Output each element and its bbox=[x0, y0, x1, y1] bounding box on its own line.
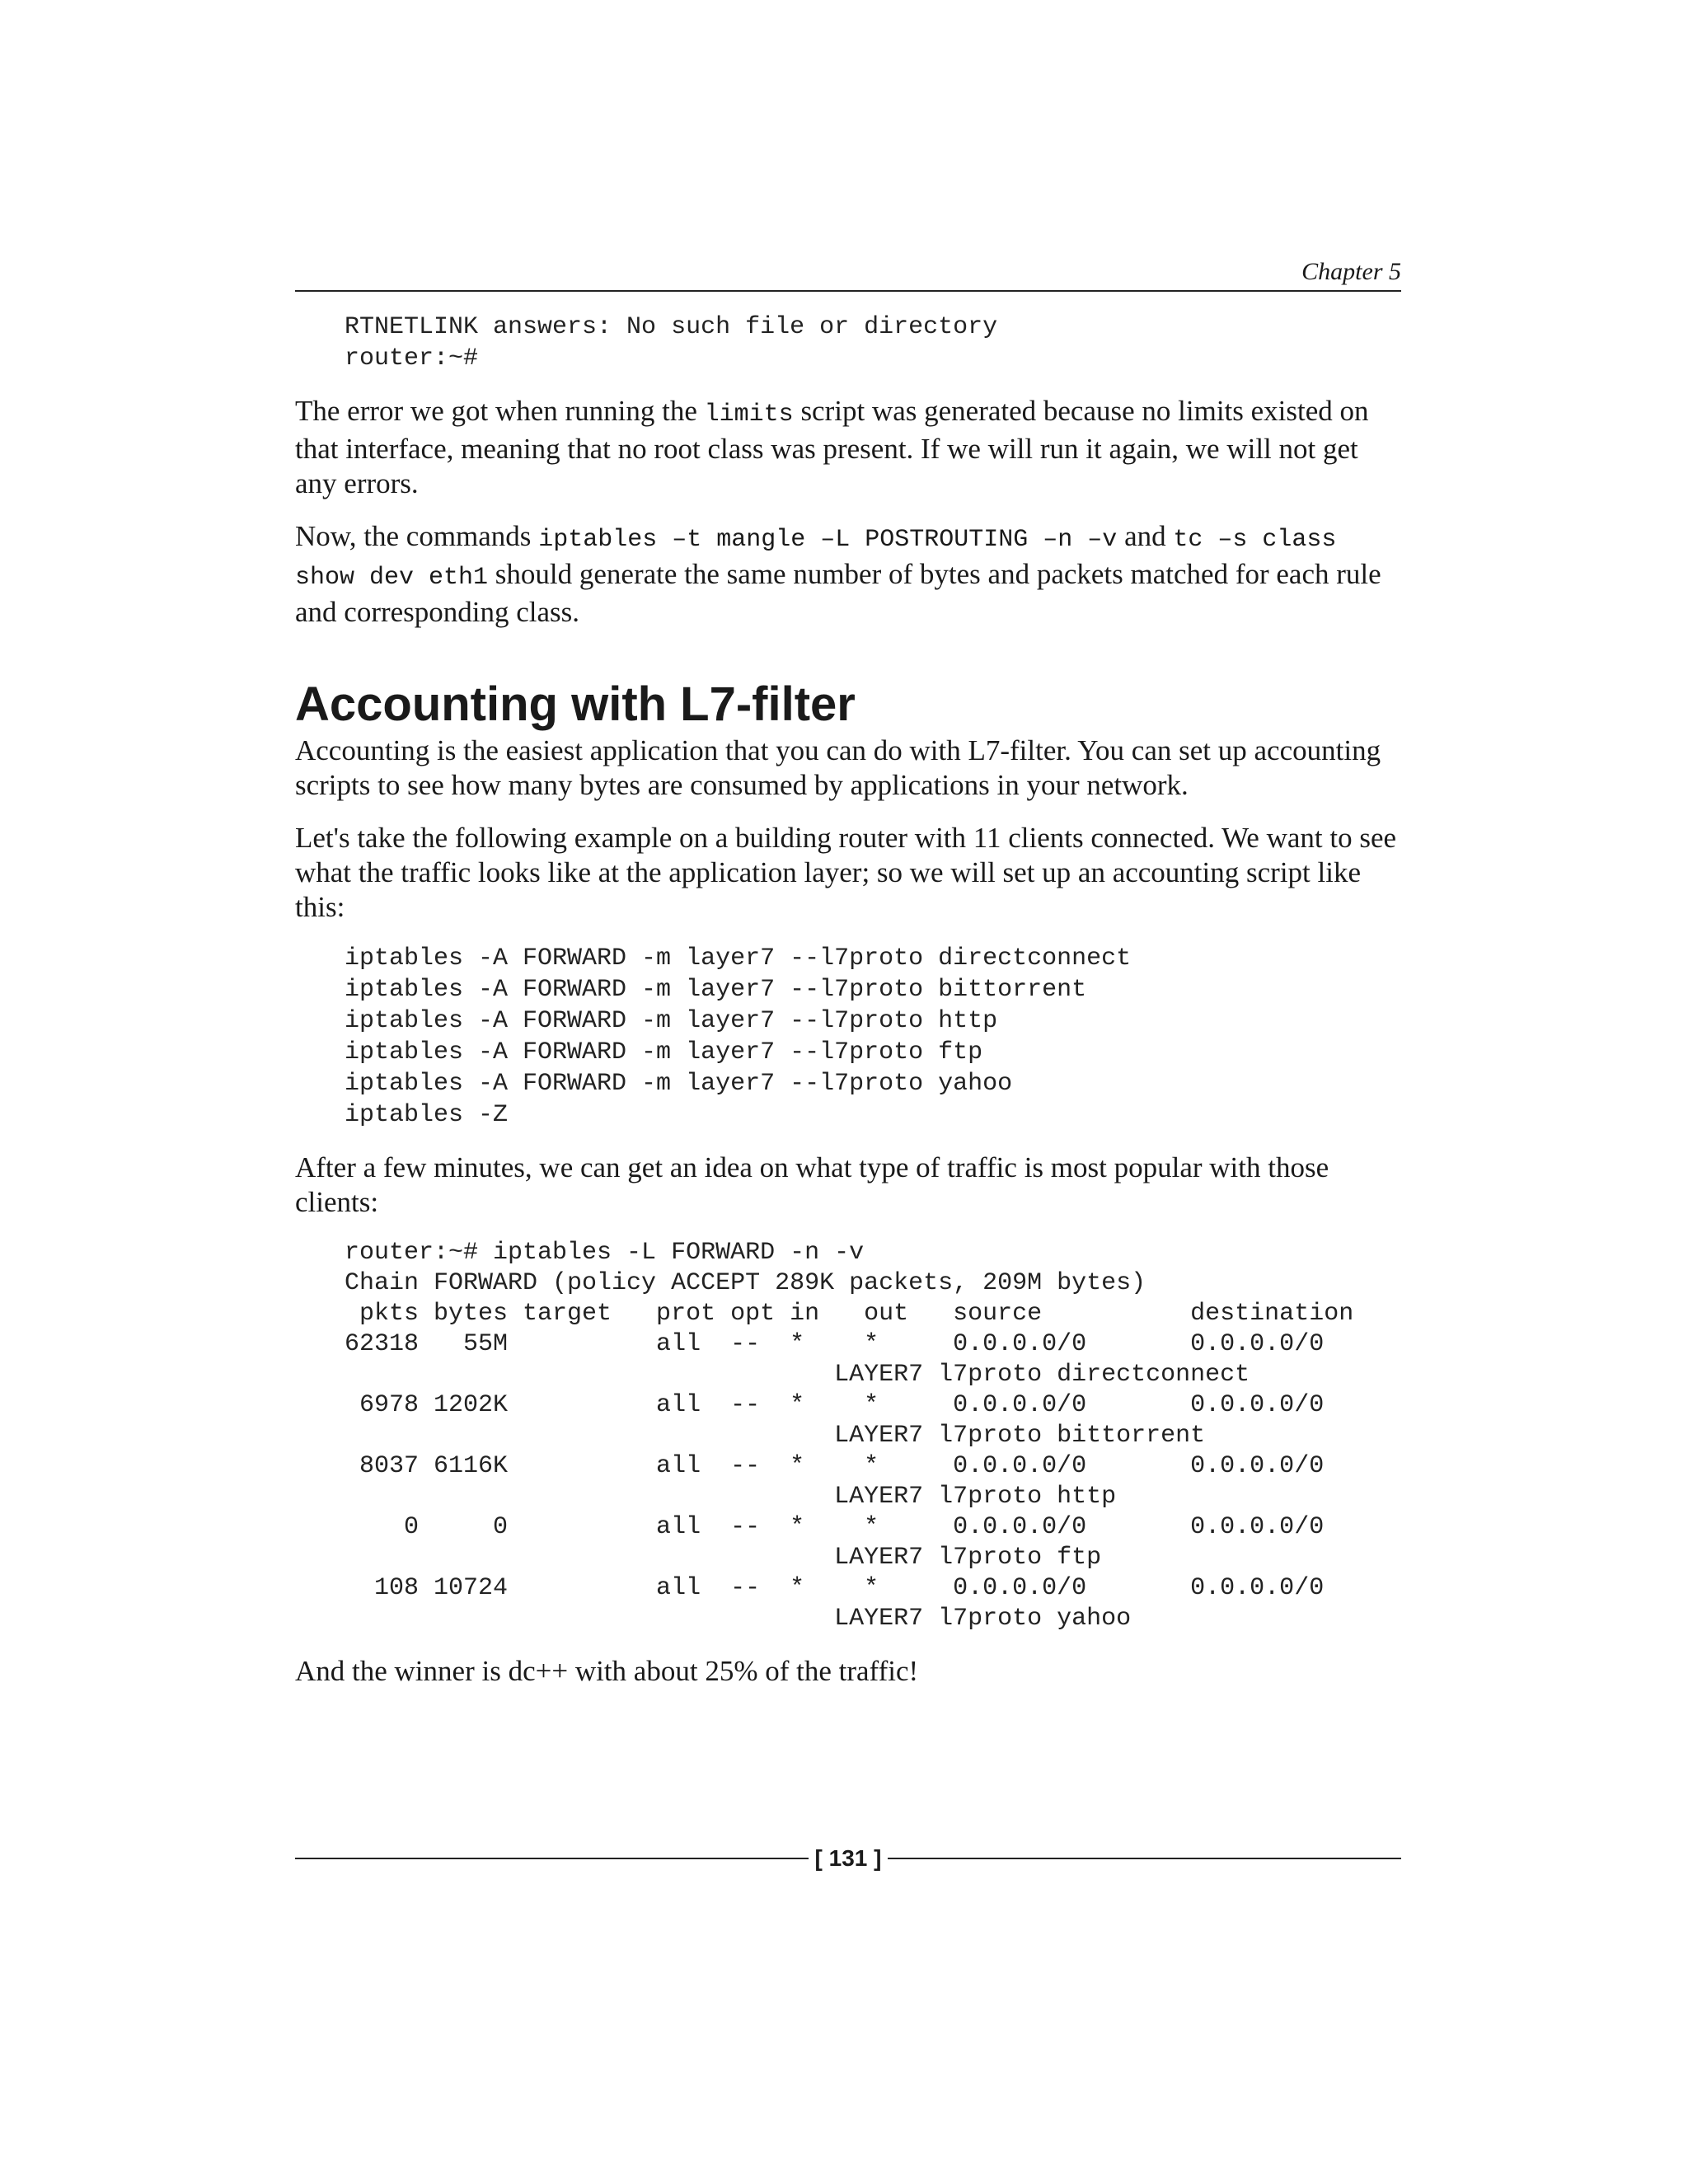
paragraph-winner: And the winner is dc++ with about 25% of the traffic! bbox=[295, 1655, 919, 1687]
text: Now, the commands bbox=[295, 520, 539, 552]
text: and bbox=[1117, 520, 1174, 552]
code-block-iptables-rules: iptables -A FORWARD -m layer7 --l7proto directconnect iptables -A FORWARD -m layer7 --l7proto bittorrent iptables -A FORWARD -m layer7 --l7proto http iptables -A FORWARD -m layer7 --l7proto ftp iptables -A FORWARD -m layer7 --l7proto yahoo iptables -Z bbox=[345, 944, 1132, 1129]
inline-code-iptables: iptables –t mangle –L POSTROUTING –n –v bbox=[538, 526, 1118, 554]
header-rule bbox=[295, 290, 1401, 292]
paragraph-accounting-intro: Accounting is the easiest application that you can do with L7-filter. You can set up accounting scripts to see how many bytes are consumed by applications in your network. bbox=[295, 734, 1381, 801]
text: The error we got when running the bbox=[295, 395, 705, 427]
inline-code-tc: tc –s class show dev eth1 bbox=[295, 526, 1337, 592]
inline-code-limits: limits bbox=[704, 401, 794, 429]
page-footer bbox=[295, 1844, 1401, 1872]
footer-rule-right bbox=[888, 1858, 1401, 1859]
page-number: [ 131 ] bbox=[814, 1845, 882, 1871]
text: should generate the same number of bytes and packets matched for each rule and corresponding class. bbox=[295, 558, 1381, 628]
paragraph-after-minutes: After a few minutes, we can get an idea on what type of traffic is most popular with those clients: bbox=[295, 1151, 1329, 1218]
code-block-iptables-output: router:~# iptables -L FORWARD -n -v Chain FORWARD (policy ACCEPT 289K packets, 209M bytes) pkts bytes target prot opt in out source destination 62318 55M all -- * * 0.0.0.0/0 0.0.0.0/0 LAYER7 l7proto directconnect 6978 1202K all -- * * 0.0.0.0/0 0.0.0.0/0 LAYER7 l7proto bittorrent 8037 6116K all -- * * 0.0.0.0/0 0.0.0.0/0 LAYER7 l7proto http 0 0 all -- * * 0.0.0.0/0 0.0.0.0/0 LAYER7 l7proto ftp 108 10724 all -- * * 0.0.0.0/0 0.0.0.0/0 LAYER7 l7proto yahoo bbox=[345, 1239, 1354, 1633]
running-header-chapter: Chapter 5 bbox=[1301, 258, 1401, 285]
paragraph-commands bbox=[295, 519, 1401, 630]
footer-rule-left bbox=[295, 1858, 809, 1859]
section-heading: Accounting with L7-filter bbox=[295, 677, 856, 731]
page-content bbox=[295, 312, 1401, 1689]
code-block-rtnetlink: RTNETLINK answers: No such file or directory router:~# bbox=[345, 313, 998, 373]
paragraph-limits-error bbox=[295, 394, 1401, 501]
text: script was generated because no limits existed on that interface, meaning that no root class was present. If we will run it again, we will not get any errors. bbox=[295, 395, 1369, 499]
paragraph-example: Let's take the following example on a building router with 11 clients connected. We want to see what the traffic looks like at the application layer; so we will set up an accounting script like this: bbox=[295, 822, 1397, 923]
